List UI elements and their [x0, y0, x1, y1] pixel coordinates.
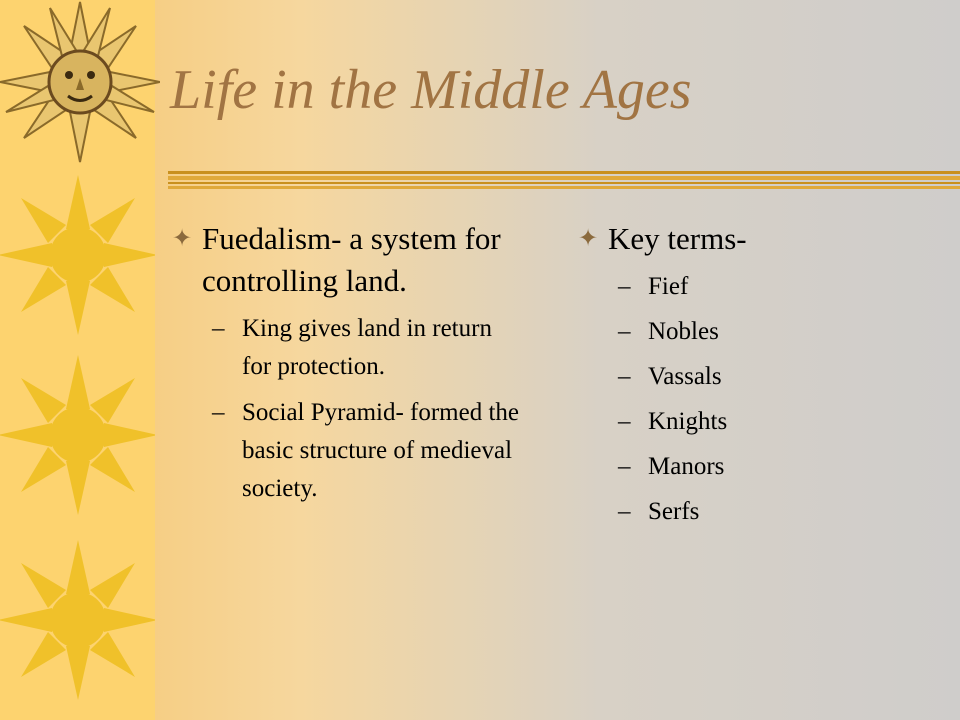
sun-face-icon — [0, 0, 160, 165]
key-term-text: Knights — [648, 408, 728, 435]
key-term-text: Nobles — [648, 318, 719, 345]
sub-item-text: King gives land in return for protection. — [242, 315, 492, 380]
sub-item-text: Social Pyramid- formed the basic structure of medieval society. — [242, 399, 520, 502]
dash-marker: – — [212, 399, 225, 426]
dash-marker: – — [618, 453, 631, 480]
sub-item — [212, 394, 522, 508]
key-term-text: Fief — [648, 273, 689, 300]
dash-marker: – — [618, 363, 631, 390]
left-column — [172, 218, 522, 516]
sub-item — [212, 310, 522, 386]
key-term — [618, 358, 878, 395]
key-term — [618, 313, 878, 350]
bullet-key-terms — [578, 218, 878, 260]
dash-marker: – — [618, 273, 631, 300]
key-term — [618, 493, 878, 530]
title-divider — [168, 171, 960, 189]
dash-marker: – — [618, 408, 631, 435]
dash-marker: – — [618, 318, 631, 345]
sun-icon — [0, 345, 155, 525]
bullet-fuedalism — [172, 218, 522, 302]
slide-title: Life in the Middle Ages — [170, 59, 692, 121]
key-term-text: Vassals — [648, 363, 722, 390]
key-term — [618, 268, 878, 305]
key-term-text: Serfs — [648, 498, 700, 525]
star-bullet-icon: ✦ — [578, 226, 599, 252]
sub-list — [212, 310, 522, 508]
dash-marker: – — [212, 315, 225, 342]
star-bullet-icon: ✦ — [172, 226, 193, 252]
dash-marker: – — [618, 498, 631, 525]
right-column — [578, 218, 878, 538]
key-terms-list — [618, 268, 878, 530]
sun-icon — [0, 525, 155, 715]
sun-icon — [0, 165, 155, 345]
bullet-text: Fuedalism- a system for controlling land. — [202, 221, 501, 298]
key-term-text: Manors — [648, 453, 725, 480]
key-term — [618, 448, 878, 485]
bullet-text: Key terms- — [608, 221, 747, 256]
key-term — [618, 403, 878, 440]
